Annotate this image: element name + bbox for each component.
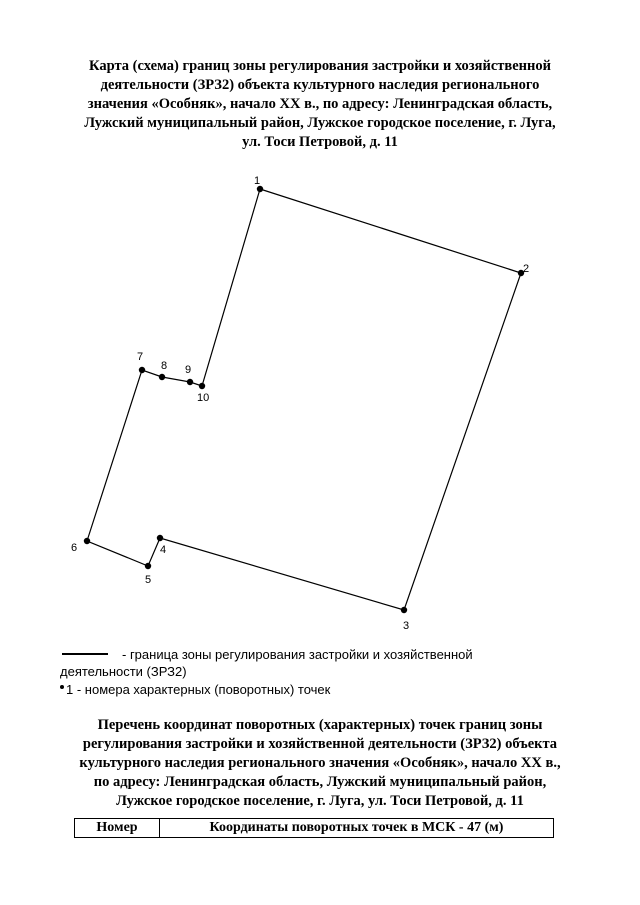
point-label-10: 10 <box>197 392 210 404</box>
map-title-line: Карта (схема) границ зоны регулирования застройки и хозяйственной <box>89 58 551 74</box>
map-title-line: Лужский муниципальный район, Лужское городское поселение, г. Луга, <box>84 115 556 131</box>
point-label-2: 2 <box>523 263 530 275</box>
point-label-8: 8 <box>161 360 168 372</box>
turning-point-7 <box>139 367 145 373</box>
point-label-3: 3 <box>403 620 410 632</box>
turning-point-9 <box>187 379 193 385</box>
legend-point-marker <box>60 685 64 689</box>
map-title-line: значения «Особняк», начало XX в., по адресу: Ленинградская область, <box>87 96 553 112</box>
list-title-line: по адресу: Ленинградская область, Лужский муниципальный район, <box>93 774 547 790</box>
turning-point-8 <box>159 374 165 380</box>
point-label-1: 1 <box>254 175 261 187</box>
point-label-5: 5 <box>145 574 152 586</box>
legend-boundary-line <box>62 653 108 655</box>
list-title-line: Перечень координат поворотных (характерных) точек границ зоны <box>97 717 543 733</box>
turning-point-10 <box>199 383 205 389</box>
legend-boundary-text: - граница зоны регулирования застройки и хозяйственной <box>122 647 473 662</box>
legend-point-text: 1 - номера характерных (поворотных) точек <box>66 682 331 697</box>
point-label-7: 7 <box>137 351 144 363</box>
coordinates-table <box>74 818 554 838</box>
map-title-line: ул. Тоси Петровой, д. 11 <box>242 134 398 150</box>
turning-point-3 <box>401 607 407 613</box>
table-header-row <box>75 819 554 838</box>
legend-boundary-text-continued: деятельности (ЗРЗ2) <box>60 664 187 679</box>
point-label-9: 9 <box>185 364 192 376</box>
turning-point-6 <box>84 538 90 544</box>
column-header-number: Номер <box>75 819 160 838</box>
coordinates-list-title <box>30 716 610 811</box>
turning-point-5 <box>145 563 151 569</box>
column-header-coordinates: Координаты поворотных точек в МСК - 47 (м) <box>160 819 554 838</box>
list-title-line: Лужское городское поселение, г. Луга, ул. Тоси Петровой, д. 11 <box>116 793 524 809</box>
point-label-6: 6 <box>71 542 78 554</box>
list-title-line: культурного наследия регионального значения «Особняк», начало XX в., <box>79 755 561 771</box>
point-label-4: 4 <box>160 544 167 556</box>
map-title-line: деятельности (ЗРЗ2) объекта культурного наследия регионального <box>100 77 540 93</box>
boundary-outline <box>87 189 521 610</box>
list-title-line: регулирования застройки и хозяйственной деятельности (ЗРЗ2) объекта <box>82 736 558 752</box>
turning-point-4 <box>157 535 163 541</box>
